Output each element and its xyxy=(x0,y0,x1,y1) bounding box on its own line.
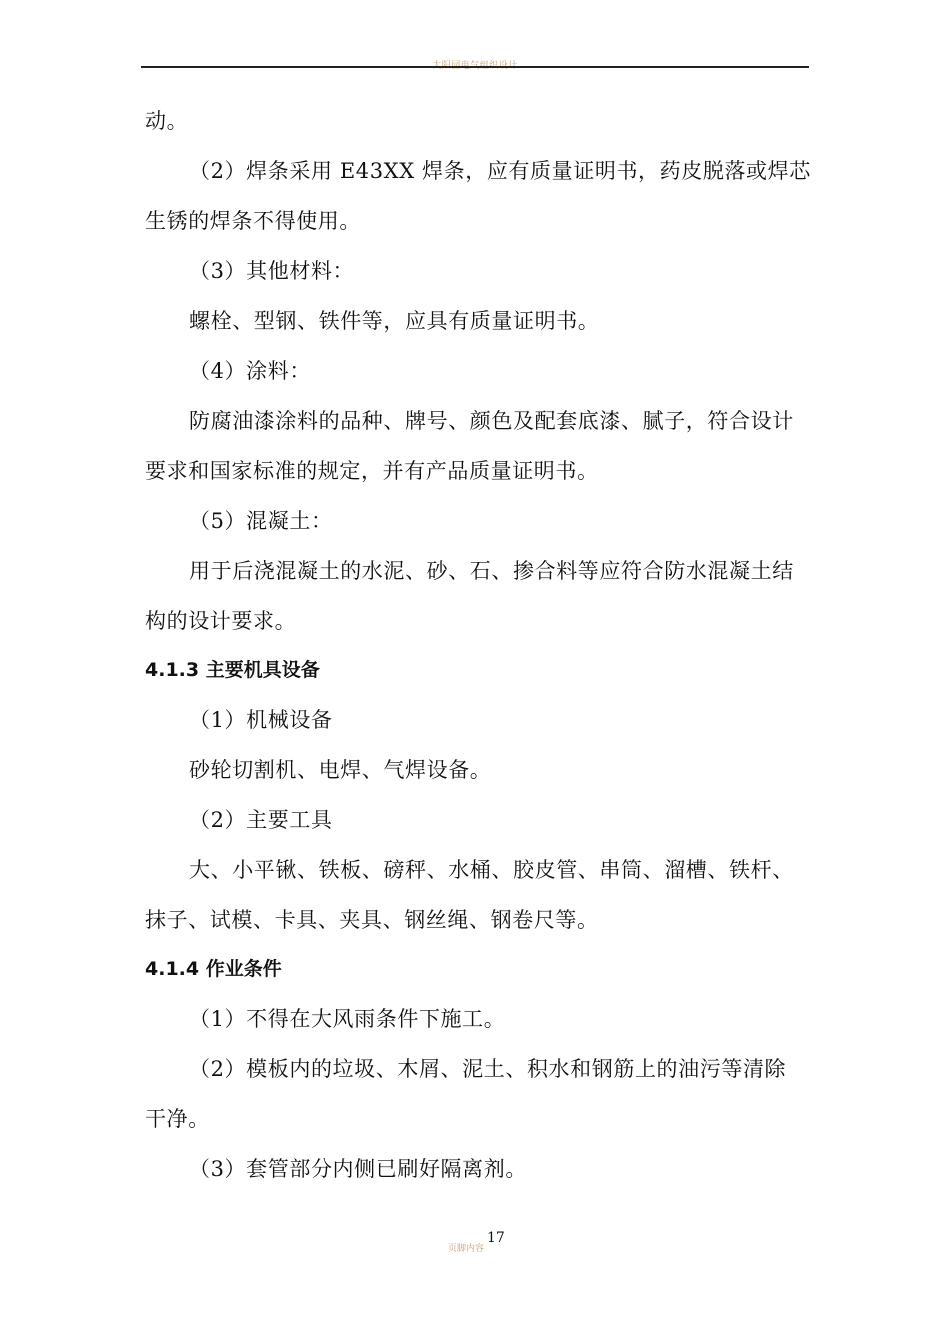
body-line: （3）其他材料： xyxy=(189,259,355,283)
body-line: （5）混凝土： xyxy=(189,509,333,533)
body-line: 砂轮切割机、电焊、气焊设备。 xyxy=(189,758,492,782)
body-line: （1）不得在大风雨条件下施工。 xyxy=(189,1007,506,1031)
body-line: （2）主要工具 xyxy=(189,808,333,832)
body-line: （1）机械设备 xyxy=(189,708,333,732)
body-line: （2）模板内的垃圾、木屑、泥土、积水和钢筋上的油污等清除 xyxy=(189,1057,787,1081)
body-line: 构的设计要求。 xyxy=(145,609,297,633)
body-line: 抹子、试模、卡具、夹具、钢丝绳、钢卷尺等。 xyxy=(145,908,599,932)
body-line: 生锈的焊条不得使用。 xyxy=(145,209,361,233)
body-line: 动。 xyxy=(145,109,189,133)
section-heading: 4.1.4 作业条件 xyxy=(145,958,282,980)
body-line: 要求和国家标准的规定，并有产品质量证明书。 xyxy=(145,459,599,483)
body-line: 防腐油漆涂料的品种、牌号、颜色及配套底漆、腻子，符合设计 xyxy=(189,409,794,433)
body-line: （2）焊条采用 E43XX 焊条，应有质量证明书，药皮脱落或焊芯 xyxy=(189,159,811,183)
body-line: 干净。 xyxy=(145,1107,210,1131)
body-line: 螺栓、型钢、铁件等，应具有质量证明书。 xyxy=(189,309,600,333)
page-footer-text: 页脚内容 xyxy=(448,1244,485,1254)
body-line: （4）涂料： xyxy=(189,359,311,383)
body-line: （3）套管部分内侧已刷好隔离剂。 xyxy=(189,1157,527,1181)
body-line: 用于后浇混凝土的水泥、砂、石、掺合料等应符合防水混凝土结 xyxy=(189,559,794,583)
body-line: 大、小平锹、铁板、磅秤、水桶、胶皮管、串筒、溜槽、铁杆、 xyxy=(189,858,794,882)
page-header-title: 太阳园电气组织设计 xyxy=(432,61,518,71)
header-divider xyxy=(141,66,809,68)
page-number: 17 xyxy=(487,1230,505,1246)
section-heading: 4.1.3 主要机具设备 xyxy=(145,659,320,681)
